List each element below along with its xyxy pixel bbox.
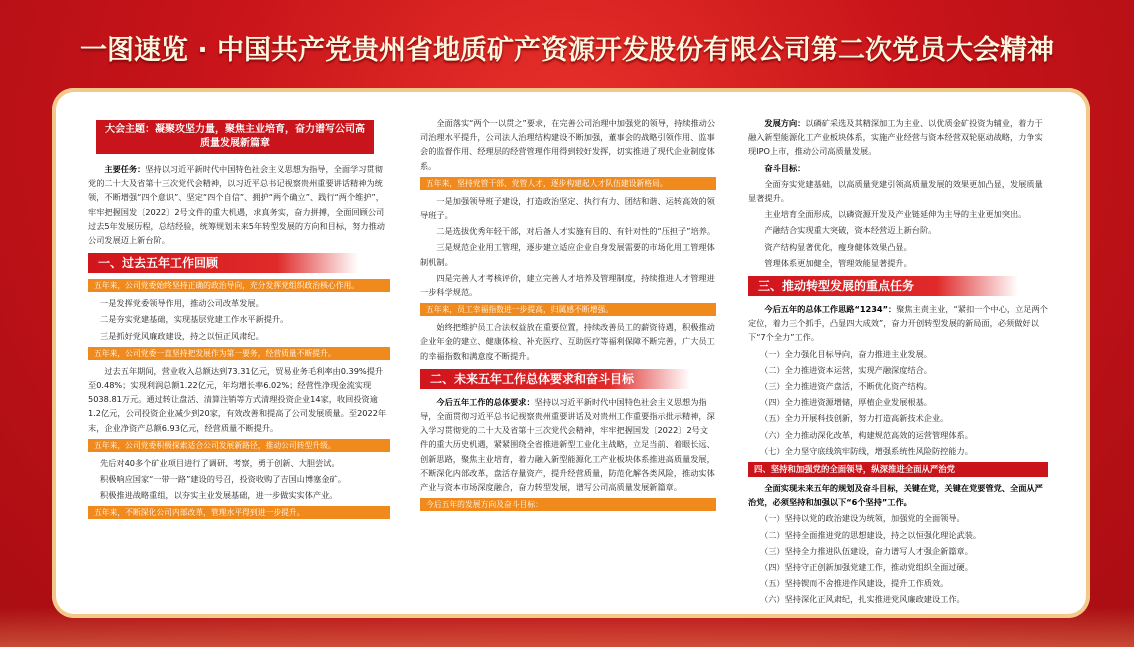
list-item: （四）全力推进资源增储，厚植企业发展根基。 [760, 397, 932, 408]
main-task-text: 坚持以习近平新时代中国特色社会主义思想为指导，全面学习贯彻党的二十大及省第十三次党代会精神，以习近平总书记视察贵州重要讲话精神为统领，不断增强“四个意识”、坚定“四个自信”、拥护“两个确立”、践行“两个维护”，牢牢把握国发〔2022〕2号文件的重大机遇，求真务实，奋力拼搏，全面回顾公司过去5年发展历程，总结经验，统筹规划未来5年转型发展的方向和目标，努力推动公司发展迈上新台阶。 [88, 164, 385, 246]
main-task [88, 162, 390, 247]
list-item: （二）全力推进资本运营，实现产融深度结合。 [760, 364, 932, 375]
list-item: 四是完善人才考核评价，建立完善人才培养及管理制度，持续推进人才管理进一步科学规范。 [420, 272, 715, 298]
paragraph: 过去五年期间，营业收入总额达到73.31亿元，贸易业务毛利率由0.39%提升至0.48%；实现利润总额1.22亿元，年均增长率6.02%；经营性净现金流实现5038.81万元。通过转让盘活、清算注销等方式清理投资企业14家，收回投资逾1.2亿元，公司投资企业减少到20家，有效改善和提高了公司发展质量。至2022年末，企业净资产总额6.93亿元，经营质量不断提升。 [88, 365, 387, 433]
list-item: 产融结合实现重大突破，资本经营迈上新台阶。 [764, 225, 937, 236]
main-task-label: 主要任务： [104, 164, 146, 174]
list-item: 三是抓好党风廉政建设，持之以恒正风肃纪。 [100, 330, 264, 341]
highlight-bar: 五年来，公司党委积极探索适合公司发展新路径，推动公司转型升级。 [88, 439, 390, 452]
list-item: 二是选拔优秀年轻干部，对后备人才实施有目的、有针对性的“压担子”培养。 [436, 226, 716, 237]
list-item: （七）全力坚守底线筑牢防线，增强系统性风险防控能力。 [760, 445, 973, 456]
list-item: 主业培育全面形成，以磷资源开发及产业链延伸为主导的主业更加突出。 [764, 209, 1027, 220]
direction-label: 发展方向： [764, 118, 806, 128]
direction-text: 以磷矿采选及其精深加工为主业、以优质金矿投资为辅业，着力于融入新型能源化工产业板块体系，实施产业经营与资本经营双轮驱动战略，力争实现IPO上市，推动公司高质量发展。 [748, 118, 1043, 157]
list-item: 积极推进战略重组，以夯实主业发展基础，进一步做实实体产业。 [100, 490, 338, 501]
list-item: （六）坚持深化正风肃纪，扎实推进党风廉政建设工作。 [760, 594, 965, 605]
list-item: 二是夯实党建基础，实现基层党建工作水平新提升。 [100, 314, 289, 325]
list-item: （三）全力推进资产盘活，不断优化资产结构。 [760, 381, 932, 392]
column-3 [748, 116, 1048, 609]
section-3-heading: 三、推动转型发展的重点任务 [748, 276, 1018, 296]
list-item: （六）全力推动深化改革，构建规范高效的运营管理体系。 [760, 429, 973, 440]
list-item: （一）全力强化目标导向，奋力推进主业发展。 [760, 348, 932, 359]
list-item: 管理体系更加健全，管理效能显著提升。 [764, 257, 912, 268]
list-item: 三是规范企业用工管理，逐步建立适应企业自身发展需要的市场化用工管理体制机制。 [420, 242, 715, 267]
list-item: 先后对40多个矿业项目进行了调研、考察，勇于创新、大胆尝试。 [100, 457, 340, 468]
section-2-heading: 二、未来五年工作总体要求和奋斗目标 [420, 369, 690, 389]
paragraph: 始终把维护员工合法权益放在重要位置，持续改善员工的薪资待遇，积极推动企业年金的建立、健康体检、补充医疗、互助医疗等福利保障不断完善，广大员工的幸福指数和满意度不断提升。 [420, 322, 715, 361]
development-direction [748, 116, 1048, 159]
list-item: （一）坚持以党的政治建设为统领，加强党的全面领导。 [760, 513, 965, 524]
list-item: （五）全力开展科技创新，努力打造高新技术企业。 [760, 413, 949, 424]
section-1-heading: 一、过去五年工作回顾 [88, 253, 358, 273]
work-idea-text: 聚焦主责主业，“紧扣一个中心，立足两个定位，着力三个抓手，凸显四大成效”，奋力开创转型发展的新局面，必须做好以下“7个全力”工作。 [748, 304, 1048, 343]
goals-label: 奋斗目标： [764, 162, 806, 173]
bottom-glow [0, 607, 1134, 647]
column-2 [420, 116, 716, 515]
list-item: 资产结构显著优化，瘦身健体效果凸显。 [764, 241, 912, 252]
highlight-bar: 五年来，员工幸福指数进一步提高，归属感不断增强。 [420, 303, 716, 316]
work-idea [748, 302, 1048, 345]
list-item: 积极响应国家“一带一路”建设的号召，投资收购了吉国山博塞金矿。 [100, 474, 346, 485]
highlight-bar: 五年来，坚持党管干部、党管人才，逐步构建起人才队伍建设新格局。 [420, 177, 716, 190]
list-item: （四）坚持守正创新加强党建工作，推动党组织全面过硬。 [760, 562, 973, 573]
list-item: 一是发挥党委领导作用，推动公司改革发展。 [100, 298, 264, 309]
requirements-text: 坚持以习近平新时代中国特色社会主义思想为指导，全面贯彻习近平总书记视察贵州重要讲话及对贵州工作重要指示批示精神，深入学习贯彻党的二十大及省第十三次党代会精神，牢牢把握国发〔2022〕2号文件的重大历史机遇，紧紧围绕全省推进新型工业化主战略，立足当前、着眼长远、创新思路，聚焦主业培育，着力融入新型能源化工产业板块体系推进高质量发展，不断深化内部改革，盘活存量资产，提升经营质量，防范化解各类风险，推动实体产业与资本市场深度融合，奋力转型发展，谱写公司高质量发展新篇章。 [420, 396, 715, 493]
general-requirements [420, 395, 716, 494]
highlight-bar: 五年来，公司党委一直坚持把发展作为第一要务，经营质量不断提升。 [88, 347, 390, 360]
work-idea-label: 今后五年的总体工作思路“1234”： [764, 304, 897, 315]
list-item: 全面夯实党建基础，以高质量党建引领高质量发展的效果更加凸显，发展质量显著提升。 [748, 178, 1043, 204]
page-title: 一图速览 · 中国共产党贵州省地质矿产资源开发股份有限公司第二次党员大会精神 [79, 35, 1055, 66]
requirements-label: 今后五年工作的总体要求： [436, 396, 535, 407]
party-intro: 全面实现未来五年的规划及奋斗目标，关键在党，关键在党要管党、全面从严治党，必须坚持和加强以下“6个坚持”工作。 [748, 483, 1043, 508]
list-item: （三）坚持全力推进队伍建设，奋力谱写人才强企新篇章。 [760, 545, 973, 556]
paragraph: 全面落实“两个一以贯之”要求，在完善公司治理中加强党的领导，持续推动公司治理水平提升，公司法人治理结构建设不断加强，董事会的战略引领作用、监事会的监督作用、经理层的经营管理作用得到较好发挥，切实推进了现代企业制度体系。 [420, 118, 716, 171]
column-1 [88, 116, 390, 523]
list-item: （五）坚持锲而不舍推进作风建设，提升工作质效。 [760, 578, 949, 589]
section-4-heading: 四、坚持和加强党的全面领导，纵深推进全面从严治党 [748, 462, 1048, 477]
highlight-bar: 五年来，不断深化公司内部改革，管理水平得到进一步提升。 [88, 506, 390, 519]
list-item: （二）坚持全面推进党的思想建设，持之以恒强化理论武装。 [760, 529, 982, 540]
list-item: 一是加强领导班子建设，打造政治坚定、执行有力、团结和谐、运转高效的领导班子。 [420, 195, 715, 221]
highlight-bar: 五年来，公司党委始终坚持正确的政治导向，充分发挥党组织政治核心作用。 [88, 279, 390, 292]
highlight-bar: 今后五年的发展方向及奋斗目标： [420, 498, 716, 511]
theme-banner: 大会主题：凝聚攻坚力量，聚焦主业培育，奋力谱写公司高质量发展新篇章 [96, 120, 374, 154]
